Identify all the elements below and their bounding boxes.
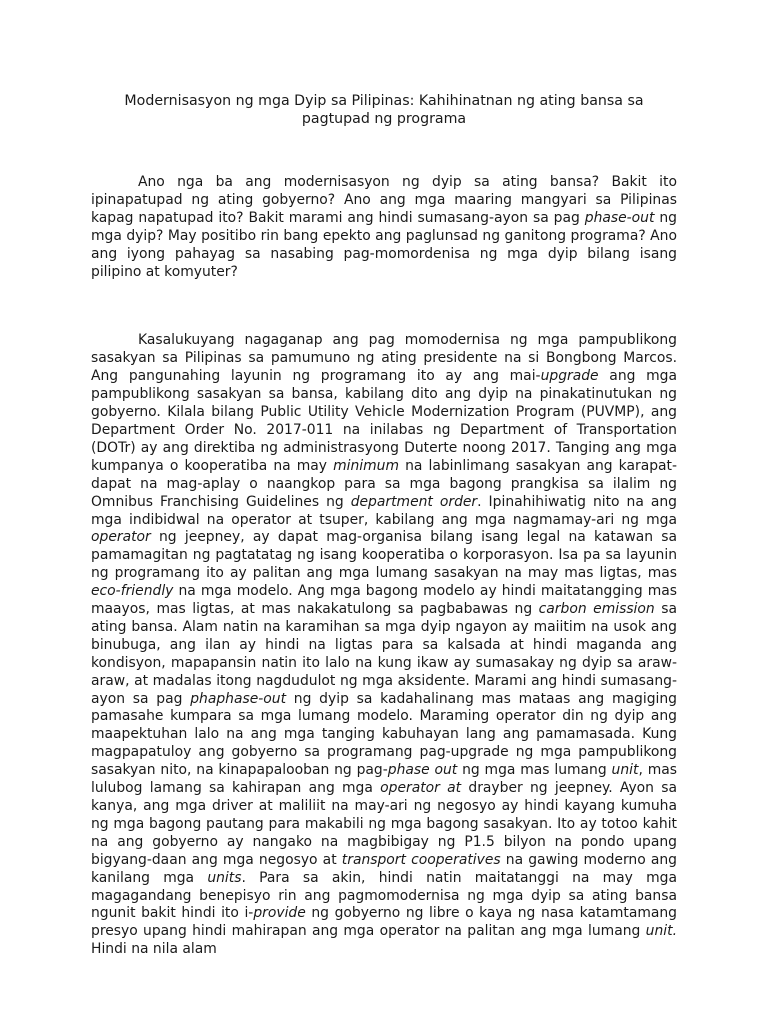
paragraph-text: Ano nga ba ang modernisasyon ng dyip sa ating bansa? Bakit ito ipinapatupad ng ating gobyerno? Ano ang mga maaring mangyari sa Pilipinas kapag napatupad ito? Bakit marami ang hindi sumasang-ayon sa pag: [91, 174, 677, 226]
italic-term: eco-friendly: [91, 583, 174, 600]
paragraph-text: ng dyip sa kadahalinang mas mataas ang magiging pamasahe kumpara sa mga lumang modelo. Maraming operator din ng dyip ang maapektuhan lalo na ang mga tanging kabuhayan lang ang pamamasada. Kung magpapatuloy ang gobyerno sa programang pag-upgrade ng mga pampublikong sasakyan nito, na kinapapalooban ng pag-: [91, 690, 677, 779]
italic-term: phase out: [387, 762, 458, 779]
paragraph-text: . Ipinahihiwatig nito na ang mga indibidwal na operator at tsuper, kabilang ang mga nagmamay-ari ng mga: [91, 493, 677, 528]
paragraph-text: sa ating bansa. Alam natin na karamihan sa mga dyip ngayon ay maiitim na usok ang binubuga, ang ilan ay hindi na ligtas para sa kalsada at hindi maganda ang kondisyon, mapapansin natin ito lalo na kung ikaw ay sumasakay ng dyip sa araw-araw, at madalas itong nagdudulot ng mga aksidente. Marami ang hindi sumasang-ayon sa pag: [91, 601, 677, 707]
paragraph-text: ang mga pampublikong sasakyan sa bansa, kabilang dito ang dyip na pinakatinutukan ng gobyerno. Kilala bilang Public Utility Vehicle Modernization Program (PUVMP), ang Department Order No. 2017-011 na inilabas ng Department of Transportation (DOTr) ay ang direktiba ng administrasyong Duterte noong 2017. Tanging ang mga kumpanya o kooperatiba na may: [91, 368, 678, 474]
italic-term: provide: [253, 905, 306, 922]
italic-term: operator: [91, 529, 151, 546]
italic-term: transport cooperatives: [341, 851, 501, 868]
paragraph-text: , mas lulubog lamang sa kahirapan ang mga: [91, 762, 677, 797]
italic-term: carbon emission: [538, 601, 655, 618]
italic-term: phase-out: [584, 209, 655, 226]
document-title: Modernisasyon ng mga Dyip sa Pilipinas: Kahihinatnan ng ating bansa sa pagtupad ng programa: [124, 93, 644, 127]
paragraph-text: . Para sa akin, hindi natin maitatanggi na may mga magagandang benepisyo rin ang pagmomodernisa ng mga dyip sa ating bansa ngunit bakit hindi ito i-: [91, 869, 677, 922]
paragraph-text: Hindi na nila alam: [91, 941, 217, 958]
italic-term: upgrade: [540, 368, 599, 385]
paragraph-text: drayber ng jeepney. Ayon sa kanya, ang mga driver at maliliit na may-ari ng negosyo ay hindi kayang kumuha ng mga bagong pautang para makabili ng mga bagong sasakyan. Ito ay totoo kahit na ang gobyerno ay nangako na magbibigay ng P1.5 bilyon na pondo upang bigyang-daan ang mga negosyo at: [91, 780, 677, 868]
italic-term: phaphase-out: [190, 690, 287, 707]
italic-term: minimum: [333, 457, 399, 474]
body-paragraph-1: [91, 174, 677, 281]
paragraph-text: ng jeepney, ay dapat mag-organisa bilang isang legal na katawan sa pamamagitan ng pagtatatag ng isang kooperatiba o korporasyon. Isa pa sa layunin ng programang ito ay palitan ang mga lumang sasakyan na may mas ligtas, mas: [91, 529, 677, 582]
paragraph-text: na mga modelo. Ang mga bagong modelo ay hindi maitatangging mas maayos, mas ligtas, at mas nakakatulong sa pagbabawas ng: [91, 583, 677, 618]
paragraph-text: na gawing moderno ang kanilang mga: [91, 851, 677, 886]
body-paragraph-2: [91, 332, 677, 959]
document-body: [91, 174, 677, 959]
paragraph-text: ng mga dyip? May positibo rin bang epekto ang paglunsad ng ganitong programa? Ano ang iyong pahayag sa nasabing pag-momordenisa ng mga dyip bilang isang pilipino at komyuter?: [91, 209, 677, 280]
paragraph-text: Kasalukuyang nagaganap ang pag momodernisa ng mga pampublikong sasakyan sa Pilipinas sa pamumuno ng ating presidente na si Bongbong Marcos. Ang pangunahing layunin ng programang ito ay ang mai-: [91, 332, 677, 385]
italic-term: unit.: [645, 923, 677, 940]
paragraph-text: na labinlimang sasakyan ang karapat-dapat na mag-aplay o naangkop para sa mga bagong prangkisa sa ilalim ng Omnibus Franchising Guidelines ng: [91, 457, 677, 510]
paragraph-text: ng mga mas lumang: [457, 762, 612, 779]
italic-term: department order: [350, 493, 478, 510]
italic-term: operator at: [380, 780, 462, 797]
paragraph-text: ng gobyerno ng libre o kaya ng nasa katamtamang presyo upang hindi mahirapan ang mga operator na palitan ang mga lumang: [91, 905, 677, 940]
italic-term: units: [207, 869, 242, 886]
italic-term: unit: [611, 762, 639, 779]
